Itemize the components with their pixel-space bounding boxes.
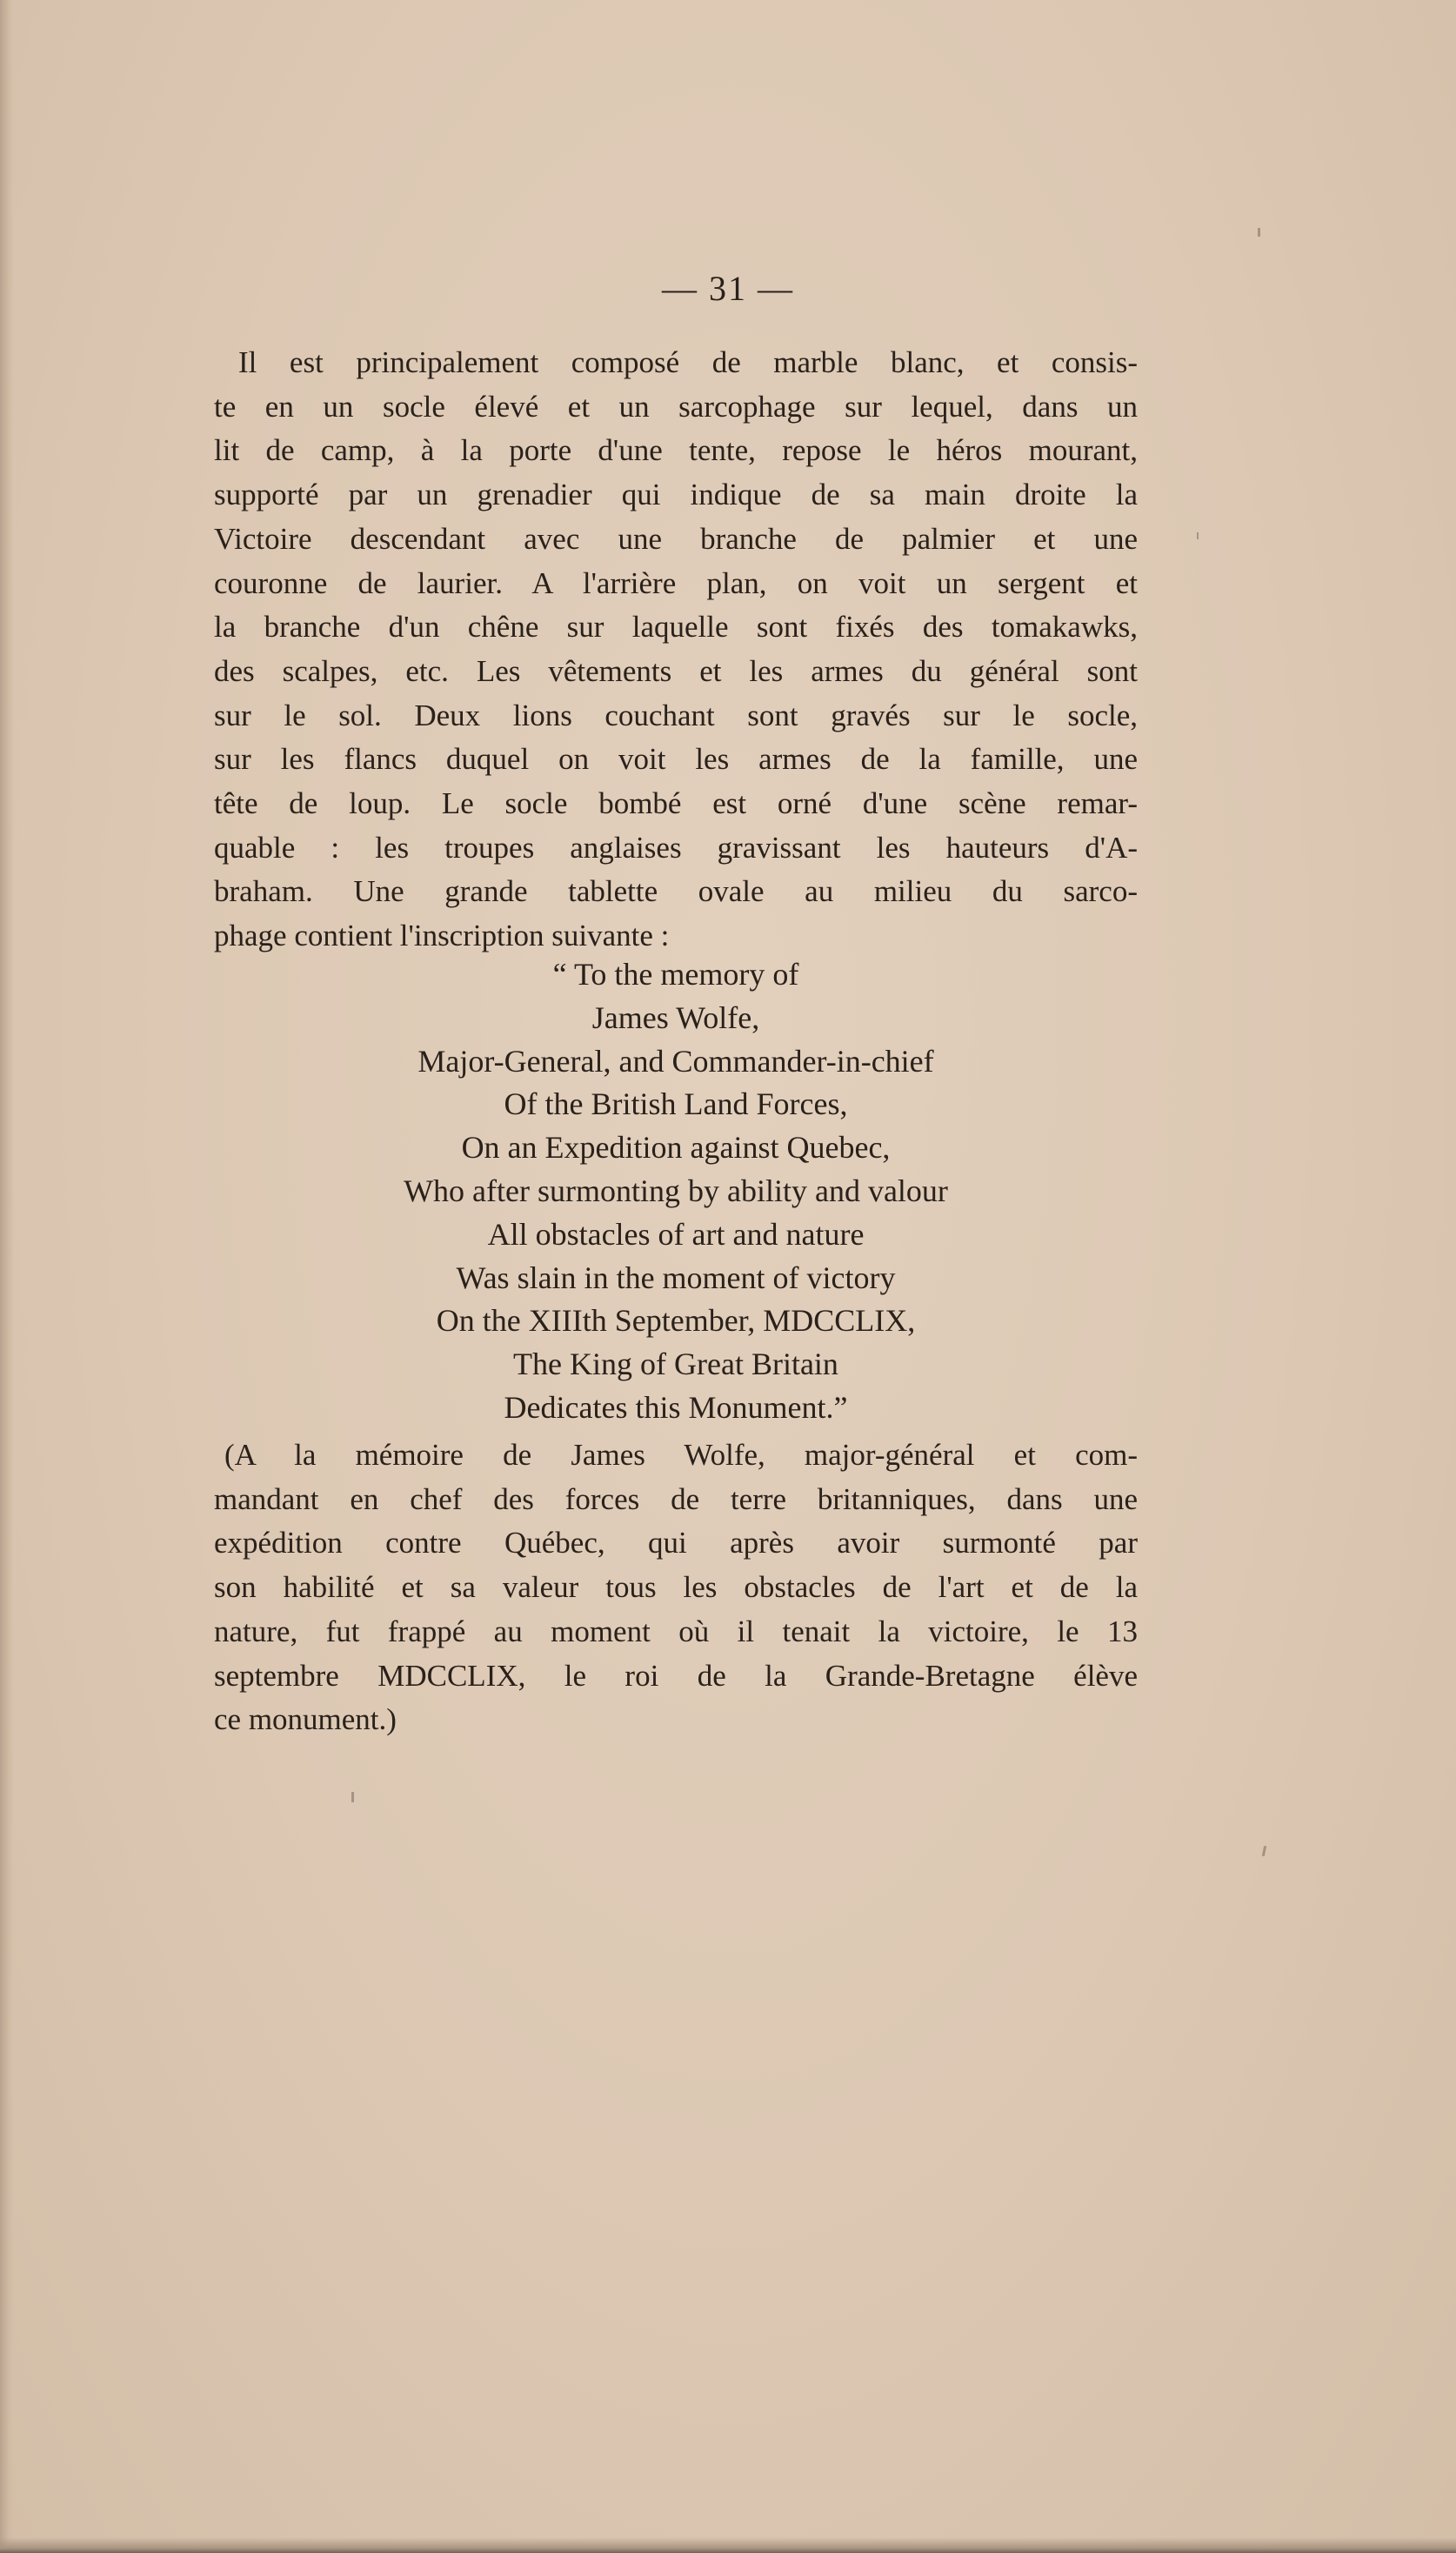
- paper-speck: [1197, 532, 1199, 539]
- inscription-line: On an Expedition against Quebec,: [461, 1130, 891, 1166]
- inscription-line: The King of Great Britain: [513, 1347, 838, 1382]
- paragraph-monument-description: [214, 341, 1138, 959]
- text-line: (A la mémoire de James Wolfe, major-général et com-: [224, 1438, 1138, 1472]
- inscription-line: All obstacles of art and nature: [487, 1216, 865, 1252]
- paper-speck: [1258, 228, 1260, 237]
- page-bottom-edge-shadow: [0, 2537, 1456, 2553]
- inscription-line: “ To the memory of: [552, 957, 799, 992]
- inscription-block: [214, 953, 1138, 1430]
- paper-speck: [1262, 1846, 1266, 1856]
- text-line: Il est principalement composé de marble blanc, et consis-: [238, 345, 1138, 379]
- text-line: mandant en chef des forces de terre britanniques, dans une: [214, 1481, 1138, 1516]
- inscription-line: Major-General, and Commander-in-chief: [417, 1043, 934, 1079]
- text-line: couronne de laurier. A l'arrière plan, on voit un sergent et: [214, 565, 1138, 600]
- page-left-edge-shadow: [0, 0, 14, 2553]
- inscription-line: On the XIIIth September, MDCCLIX,: [436, 1303, 916, 1339]
- text-line: sur le sol. Deux lions couchant sont gravés sur le socle,: [214, 698, 1138, 732]
- text-line: phage contient l'inscription suivante :: [214, 919, 670, 953]
- inscription-line: Was slain in the moment of victory: [456, 1260, 896, 1295]
- paper-speck: [351, 1792, 354, 1802]
- inscription-line: Of the British Land Forces,: [504, 1086, 848, 1122]
- page-number: — 31 —: [662, 269, 794, 308]
- text-line: des scalpes, etc. Les vêtements et les armes du général sont: [214, 653, 1138, 688]
- text-line: sur les flancs duquel on voit les armes de la famille, une: [214, 742, 1138, 777]
- text-line: lit de camp, à la porte d'une tente, repose le héros mourant,: [214, 433, 1138, 468]
- text-line: te en un socle élevé et un sarcophage sur lequel, dans un: [214, 389, 1138, 424]
- text-line: ce monument.): [214, 1702, 397, 1737]
- text-line: braham. Une grande tablette ovale au milieu du sarco-: [214, 874, 1138, 909]
- paragraph-french-translation: [214, 1434, 1138, 1742]
- text-line: expédition contre Québec, qui après avoir surmonté par: [214, 1526, 1138, 1561]
- text-line: septembre MDCCLIX, le roi de la Grande-Bretagne élève: [214, 1658, 1138, 1693]
- inscription-line: Dedicates this Monument.”: [504, 1389, 848, 1425]
- text-line: tête de loup. Le socle bombé est orné d'une scène remar-: [214, 786, 1138, 821]
- text-line: supporté par un grenadier qui indique de sa main droite la: [214, 478, 1138, 512]
- text-line: nature, fut frappé au moment où il tenait la victoire, le 13: [214, 1614, 1138, 1648]
- text-line: la branche d'un chêne sur laquelle sont fixés des tomakawks,: [214, 610, 1138, 645]
- inscription-line: Who after surmonting by ability and valour: [404, 1173, 948, 1208]
- inscription-line: James Wolfe,: [591, 999, 760, 1035]
- text-line: son habilité et sa valeur tous les obstacles de l'art et de la: [214, 1570, 1138, 1605]
- text-line: quable : les troupes anglaises gravissant les hauteurs d'A-: [214, 830, 1138, 865]
- text-line: Victoire descendant avec une branche de palmier et une: [214, 521, 1138, 556]
